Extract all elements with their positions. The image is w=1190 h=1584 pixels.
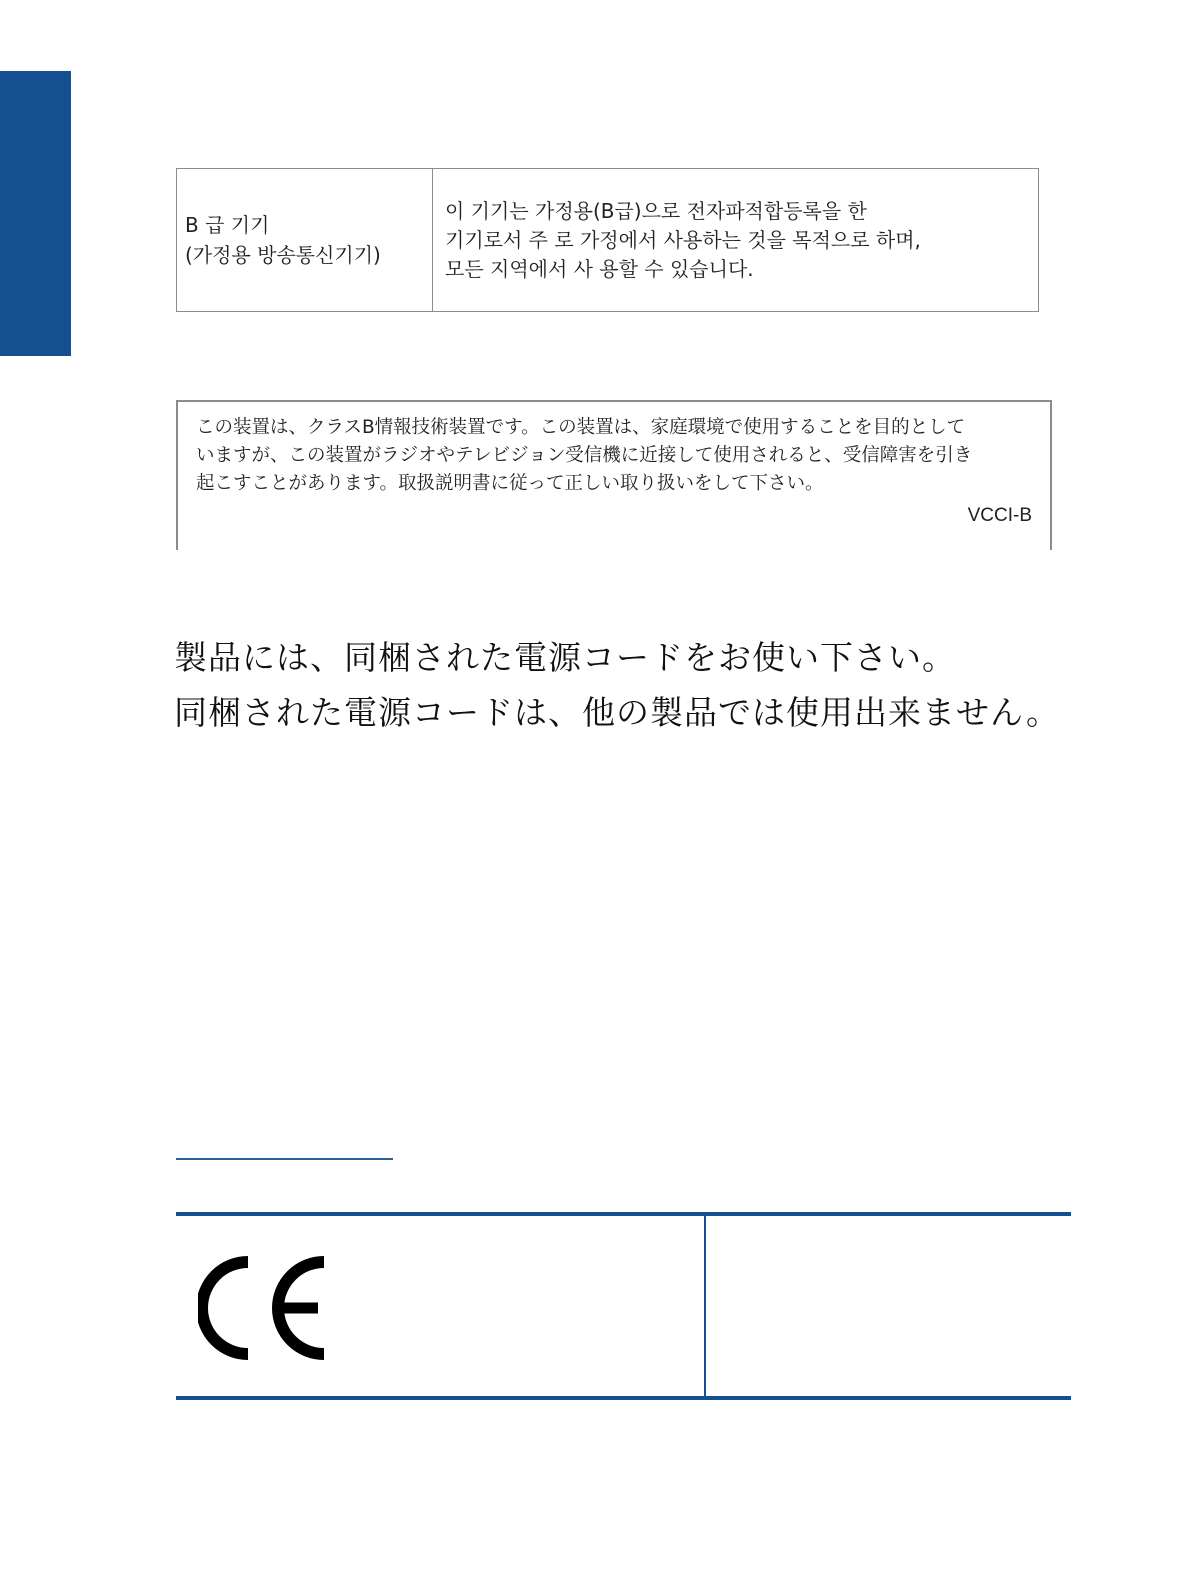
ce-mark-icon bbox=[198, 1256, 338, 1360]
side-chapter-tab bbox=[0, 71, 71, 356]
power-cord-notice-line-2: 同梱された電源コードは、他の製品では使用出来ません。 bbox=[174, 693, 1060, 732]
ce-declaration-table bbox=[176, 1212, 1071, 1400]
korean-class-cell bbox=[177, 169, 433, 311]
vcci-line-2: いますが、この装置がラジオやテレビジョン受信機に近接して使用されると、受信障害を引き bbox=[196, 445, 973, 466]
power-cord-notice-line-1: 製品には、同梱された電源コードをお使い下さい。 bbox=[174, 638, 956, 677]
korean-description-line-2: 기기로서 주 로 가정에서 사용하는 것을 목적으로 하며, bbox=[445, 227, 921, 252]
korean-description-cell bbox=[433, 169, 1038, 311]
korean-kcc-statement-table bbox=[176, 168, 1039, 312]
vcci-class-label: VCCI-B bbox=[967, 505, 1032, 526]
section-divider-rule bbox=[176, 1158, 393, 1160]
korean-description-line-1: 이 기기는 가정용(B급)으로 전자파적합등록을 한 bbox=[445, 198, 867, 223]
vcci-statement-box bbox=[176, 400, 1052, 550]
korean-class-line-1: B 급 기기 bbox=[185, 213, 270, 237]
vcci-line-3: 起こすことがあります。取扱説明書に従って正しい取り扱いをして下さい。 bbox=[196, 473, 824, 494]
power-cord-notice bbox=[174, 630, 1060, 740]
korean-class-line-2: (가정용 방송통신기기) bbox=[185, 243, 381, 267]
vcci-line-1: この装置は、クラスB情報技術装置です。この装置は、家庭環境で使用することを目的として bbox=[196, 417, 966, 438]
ce-table-column-divider bbox=[704, 1216, 706, 1396]
korean-description-line-3: 모든 지역에서 사 용할 수 있습니다. bbox=[445, 256, 754, 281]
